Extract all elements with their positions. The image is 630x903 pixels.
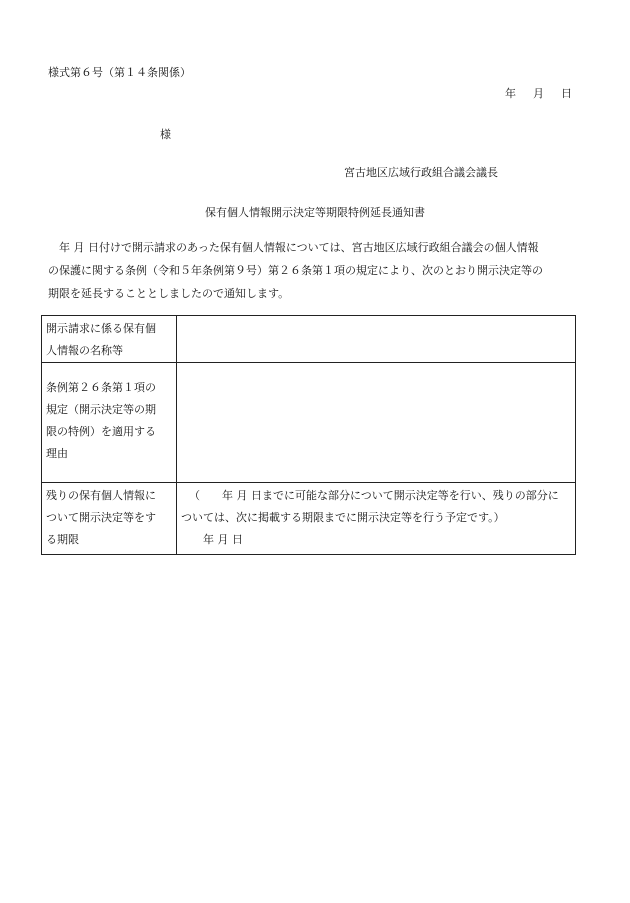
date-month: 月 [533, 87, 544, 100]
deadline-date: 年 月 日 [203, 533, 243, 546]
body-text [48, 236, 578, 305]
label-line: 条例第２６条第１項の [46, 381, 156, 394]
label-line: 残りの保有個人情報に [46, 489, 156, 502]
table-row-record-name [42, 316, 576, 363]
value-line: ついては、次に掲載する期限までに開示決定等を行う予定です。） [181, 511, 505, 524]
body-line: 期限を延長することとしましたので通知します。 [48, 287, 290, 300]
row-label [42, 363, 177, 483]
document-title: 保有個人情報開示決定等期限特例延長通知書 [205, 206, 425, 219]
label-line: 人情報の名称等 [46, 344, 123, 357]
table-row-reason [42, 363, 576, 483]
date-line [505, 85, 572, 101]
row-label [42, 316, 177, 363]
date-day: 日 [561, 87, 572, 100]
label-line: 理由 [46, 447, 68, 460]
date-year: 年 [505, 87, 516, 100]
row-value-field[interactable] [177, 316, 576, 363]
label-line: 規定（開示決定等の期 [46, 403, 156, 416]
form-number: 様式第６号（第１４条関係） [48, 66, 191, 79]
issuer-name: 宮古地区広域行政組合議会議長 [344, 166, 498, 179]
info-table [41, 315, 576, 555]
label-line: る期限 [46, 533, 79, 546]
body-line: 年 月 日付けで開示請求のあった保有個人情報については、宮古地区広域行政組合議会の個人情報 [48, 241, 539, 254]
value-line: （ 年 月 日までに可能な部分について開示決定等を行い、残りの部分に [189, 489, 559, 502]
body-line: の保護に関する条例（令和５年条例第９号）第２６条第１項の規定により、次のとおり開示決定等の [48, 264, 543, 277]
row-value-field[interactable] [177, 363, 576, 483]
label-line: 限の特例）を適用する [46, 425, 156, 438]
label-line: ついて開示決定等をす [46, 511, 156, 524]
addressee-honorific: 様 [160, 128, 171, 141]
table-row-deadline [42, 483, 576, 555]
row-value-field[interactable] [177, 483, 576, 555]
row-label [42, 483, 177, 555]
label-line: 開示請求に係る保有個 [46, 322, 156, 335]
